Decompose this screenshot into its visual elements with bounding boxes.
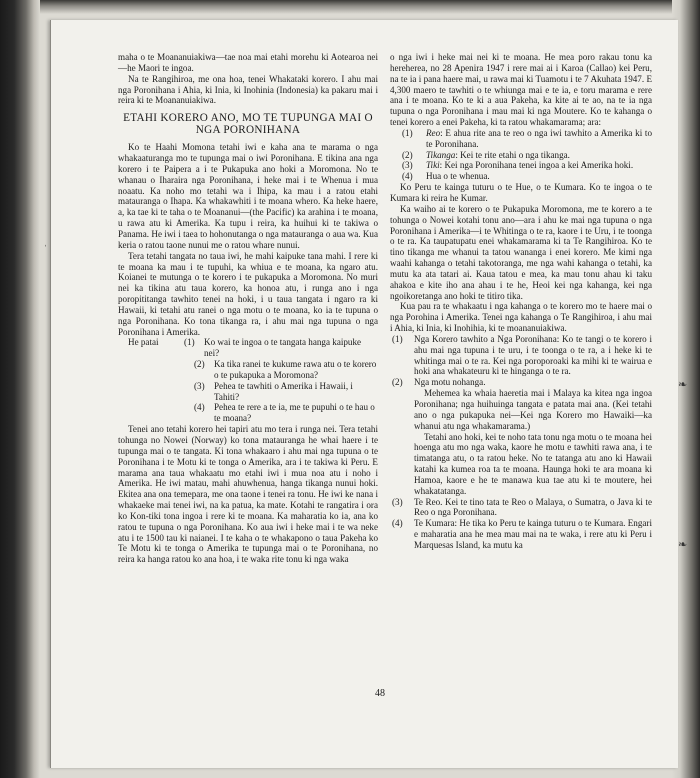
question-item — [118, 359, 378, 381]
gloss-term: Tiki — [426, 160, 440, 171]
numbered-list — [390, 334, 652, 551]
gloss-text: : Kei nga Poronihana tenei ingoa a kei Amerika hoki. — [439, 160, 634, 171]
list-subparagraphs — [390, 388, 652, 496]
gloss-item — [390, 128, 652, 150]
scan-shadow-left — [0, 0, 40, 778]
gloss-item — [390, 150, 652, 161]
gloss-number: (1) — [402, 127, 413, 138]
gloss-text: Hua o te whenua. — [426, 171, 490, 182]
question-item — [118, 337, 378, 359]
list-text: Te Reo. Kei te tino tata te Reo o Malaya, o Sumatra, o Java ki te Reo o nga Poronihana. — [414, 496, 652, 518]
intro-paragraph: Na te Rangihiroa, me ona hoa, tenei Whakataki korero. I ahu mai nga Poronihana i Ahia, ki Inia, ki Inohinia (Indonesia) ka pakaru mai i reira ki te Moananuiakiwa. — [118, 73, 378, 106]
question-text: Pehea te rere a te ia, me te pupuhi o te hau o te moana? — [214, 402, 375, 424]
list-item — [390, 377, 652, 388]
body-paragraph: Tera tetahi tangata no taua iwi, he mahi kaipuke tana mahi. I rere ki te moana ka mau i te tupuhi, ka whiua e te moana, ka ngaro atu. Koianei te mutunga o te korero i te pukapuka a Moromona. No muri nei ka tikina atu taua korero, ka honoa atu, i runga ano i nga poropititanga tawhito tenei na hoki, i u taua tangata i ngaro ra ki Hawaii, ki tetahi atu ranei o nga motu o te moana, ko ia te tupuna o nga Poronihana. Ko tona tikanga ra, i ahu mai nga tupuna o nga Poronihana i Amerika. — [118, 250, 378, 337]
sub-paragraph: Tetahi ano hoki, kei te noho tata tonu nga motu o te moana hei hoenga atu mo nga waka, kaore he motu e tawhiti rawa ana, i te timatanga atu, o ta ratou heke. No te tatanga atu ano ki Hawaii katahi ka kumea roa ta te moana. Haunga hoki te ara moana ki Hamoa, kaore e he te manawa kua tae atu ki te moutere, hei whakatatanga. — [414, 431, 652, 496]
left-column — [118, 52, 378, 565]
page-number: 48 — [375, 688, 385, 699]
gloss-text: : Kei te rite etahi o nga tikanga. — [455, 149, 570, 160]
margin-mark-right: ❧ — [678, 379, 688, 391]
gloss-item — [390, 171, 652, 182]
body-paragraph: Tenei ano tetahi korero hei tapiri atu mo tera i runga nei. Tera tetahi tohunga no Nowei (Norway) ko tona matauranga he whai haere i te tupunga mai o te tangata. Ki tona whakaaro i ahu mai nga tupuna o te Poronihana i te Motu ki te tonga o Amerika, ara i te takiwa ki Peru. E marama ana taua whakaatu mo etahi iwi i mua noa atu i noho i Amerika. He iwi matau, mahi ahuwhenua, hanga tikanga nunui hoki. Ekitea ana ona temepara, me ona taone i tenei ra tonu. He iwi ke nana i whakaeke mai tenei iwi, na ka patua, ka mate. Kotahi te rangatira i ora ko Kon-tiki tona ingoa i rere ki te moana. Ka maharatia ko ia, ana ko ratou te tupuna o nga Poronihana. Ko aua iwi i heke mai i te wa neke atu i te 1500 tau ki naianei. I te kaha o te whakapono o taua Pakeha ko Te Motu ki te tonga o Amerika te tupunga mai o te Poronihana, no reira ka hanga ratou ko ana hoa, i te waka rite tonu ki nga waka — [118, 424, 378, 565]
list-text: Te Kumara: He tika ko Peru te kainga tuturu o te Kumara. Engari e maharatia ana he mea mau mai na te waka, i rere atu ki Peru i Marquesas Island, ka mutu ka — [414, 518, 652, 550]
gloss-term: Reo — [426, 127, 441, 138]
right-column — [390, 52, 652, 551]
question-item — [118, 381, 378, 403]
body-paragraph: o nga iwi i heke mai nei ki te moana. He mea poro rakau tonu ka hereherea, no 28 Apenira 1947 i rere mai ai i Karoa (Callao) kei Peru, na te ia i pana haere mai, u rawa mai ki Tuamotu i te 7 Akuhata 1947. E 4,300 maero te tawhiti o te whiunga mai e te ia, e toru marama e rere ana i te moana. Ko te ki a aua Pakeha, ka kite ai te ao, na te ia nga tupuna o nga Poronihana i mau mai ki nga Moutere. Ko te kahanga o tenei korero a enei Pakeha, ki ta ratou whakamarama; ara: — [390, 52, 652, 128]
body-paragraph: Ko te Haahi Momona tetahi iwi e kaha ana te marama o nga whakaaturanga mo te tupunga mai o iwi Poronihana. E tikina ana nga korero i te Paipera a i te Pukapuka ano hoki a Moromona. No te whanau o Iharaira nga Poronihana, i heke mai i te Whenua i mua noaatu. Ka noho mo tetahi wa i Ihipa, ka mau i a ratou etahi matauranga o Ihapa. Ka whakawhiti i te moana whero. Ka heke haere, a, ka tae ki te taha o te Moananui—(the Pacific) ka arahina i te moana, u rawa atu ki Amerika. Ka tupu i reira, ka huihui ki te takiwa o Panama. He iwi i taea to hohonutanga o nga matauranga o aua wa. Kua keria o ratou taone nunui me o ratou whare nunui. — [118, 142, 378, 250]
question-item — [118, 402, 378, 424]
questions-lead: He patai — [128, 337, 159, 348]
list-text: Nga Korero tawhito a Nga Poronihana: Ko te tangi o te korero i ahu mai nga tupuna i te uru, i te toonga o te ra, a i heke ki te whitinga mai o te ra. Kei nga poroporoaki ka mihi ki te wairua e hoki ana whakateuru ki te hinganga o te ra. — [414, 333, 652, 377]
list-number: (1) — [392, 333, 403, 344]
list-number: (3) — [392, 496, 403, 507]
question-number: (1) — [184, 337, 195, 348]
scan-shadow-top — [0, 0, 700, 14]
body-paragraph: Kua pau ra te whakaatu i nga kahanga o te korero mo te haere mai o nga Porohina i Amerika. Tenei nga kahanga o Te Rangihiroa, i ahu mai i Ahia, ki Inia, ki Inohihia, ki te moananuiakiwa. — [390, 301, 652, 334]
intro-paragraph: maha o te Moananuiakiwa—tae noa mai etahi morehu ki Aotearoa nei—he Maori te ingoa. — [118, 52, 378, 73]
margin-mark-left: ˈ — [44, 244, 48, 255]
gloss-item — [390, 160, 652, 171]
gloss-number: (3) — [402, 160, 413, 171]
body-paragraph: Ko Peru te kainga tuturu o te Hue, o te Kumara. Ko te ingoa o te Kumara ki reira he Kumar. — [390, 182, 652, 203]
gloss-number: (2) — [402, 149, 413, 160]
list-item — [390, 334, 652, 377]
margin-mark-right-lower: ❧ — [678, 539, 688, 551]
question-list — [118, 337, 378, 424]
question-text: Pehea te tawhiti o Amerika i Hawaii, i Tahiti? — [214, 380, 353, 402]
list-number: (4) — [392, 518, 403, 529]
gloss-text: : E ahua rite ana te reo o nga iwi tawhito a Amerika ki to te Poronihana. — [426, 127, 652, 149]
question-text: Ko wai te ingoa o te tangata hanga kaipuke nei? — [204, 337, 362, 359]
list-number: (2) — [392, 377, 403, 388]
section-heading: ETAHI KORERO ANO, MO TE TUPUNGA MAI O NGA PORONIHANA — [123, 112, 373, 137]
list-item — [390, 518, 652, 551]
gloss-list — [390, 128, 652, 182]
sub-paragraph: Mehemea ka whaia haeretia mai i Malaya ka kitea nga ingoa Poronihana; nga huihuinga tangata e patata mai ana. (Kei tetahi ano o nga pukapuka nei—Kei nga Korero mo Hawaiki—ka whanui atu nga whakamarama.) — [414, 388, 652, 431]
list-item — [390, 497, 652, 519]
gloss-number: (4) — [402, 171, 413, 182]
list-text: Nga motu nohanga. — [414, 377, 486, 388]
body-paragraph: Ka waiho ai te korero o te Pukapuka Moromona, me te korero a te tohunga o Nowei kotahi tonu ano—ara i ahu ke mai nga tupuna o nga Poronihana i Amerika—i te Whitinga o te ra, kaore i te Uru, i te toonga o te ra. Ka taupatupatu enei whakamarama ki ta Te Rangihiroa. Ko te tino tikanga me whanui ta tatou wananga i enei korero. Me kimi nga waahi kahanga o tetahi takotoranga, me nga wahi kahanga o tetahi, ka mutu ka ata tatari ai. Kaua tatou e mea, ka mau tonu ahau ki taku ahakoa e kite iho ana ahau i te he, Heoi kei nga kahanga, kei nga ngoikoretanga ano hoki te titiro tika. — [390, 203, 652, 301]
gloss-term: Tikanga — [426, 149, 456, 160]
page-edge — [50, 20, 51, 768]
question-number: (2) — [194, 359, 205, 370]
question-number: (3) — [194, 380, 205, 391]
question-text: Ka tika ranei te kukume rawa atu o te korero o te pukapuka a Moromona? — [214, 359, 377, 380]
question-number: (4) — [194, 402, 205, 413]
